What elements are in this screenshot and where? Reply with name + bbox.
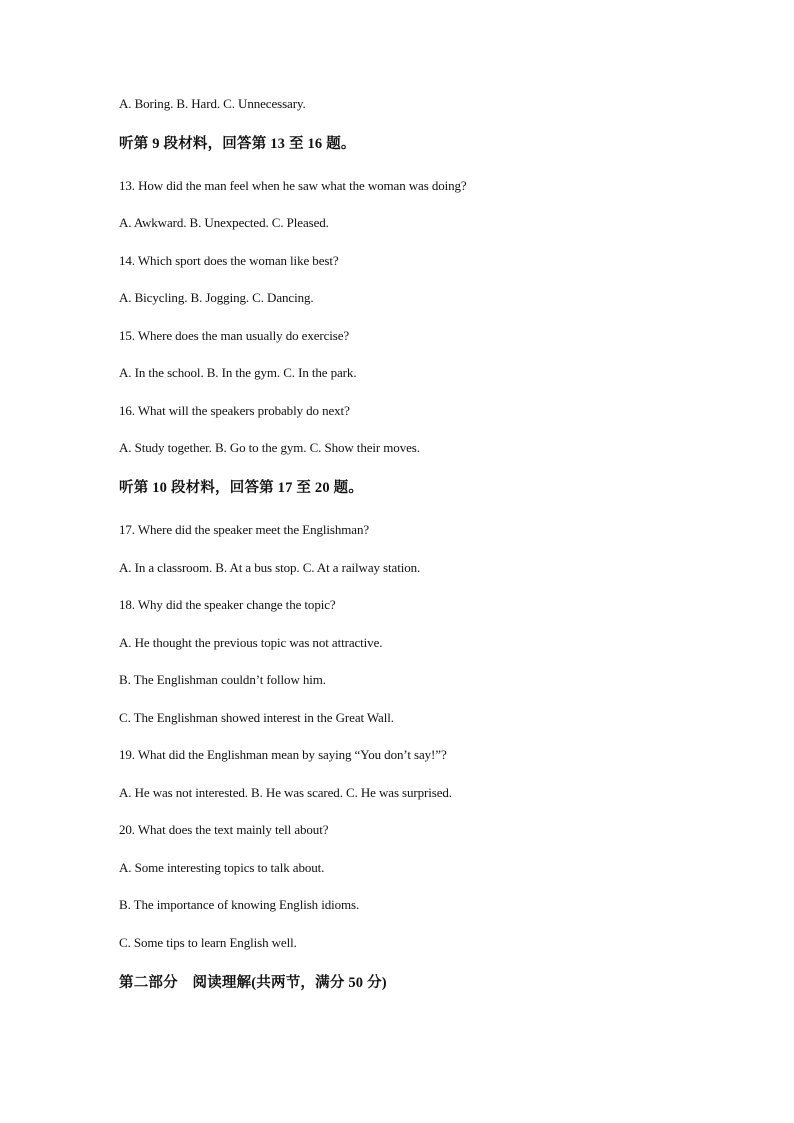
part-two-heading: 第二部分 阅读理解(共两节，满分 50 分)	[119, 975, 387, 991]
question-16-options: A. Study together. B. Go to the gym. C. Show their moves.	[119, 440, 420, 455]
question-18-option-a: A. He thought the previous topic was not attractive.	[119, 635, 383, 650]
question-14-options: A. Bicycling. B. Jogging. C. Dancing.	[119, 290, 314, 305]
question-20-option-a: A. Some interesting topics to talk about.	[119, 860, 325, 875]
question-17: 17. Where did the speaker meet the Englishman?	[119, 522, 370, 537]
question-20-option-c: C. Some tips to learn English well.	[119, 935, 297, 950]
question-13: 13. How did the man feel when he saw what the woman was doing?	[119, 178, 467, 193]
question-15: 15. Where does the man usually do exercise?	[119, 328, 350, 343]
question-19: 19. What did the Englishman mean by saying “You don’t say!”?	[119, 747, 447, 762]
section-heading-passage-10: 听第 10 段材料，回答第 17 至 20 题。	[119, 480, 364, 496]
question-15-options: A. In the school. B. In the gym. C. In the park.	[119, 365, 357, 380]
question-18: 18. Why did the speaker change the topic?	[119, 597, 336, 612]
question-18-option-b: B. The Englishman couldn’t follow him.	[119, 672, 326, 687]
question-16: 16. What will the speakers probably do next?	[119, 403, 350, 418]
question-18-option-c: C. The Englishman showed interest in the Great Wall.	[119, 710, 394, 725]
question-13-options: A. Awkward. B. Unexpected. C. Pleased.	[119, 215, 329, 230]
question-20: 20. What does the text mainly tell about?	[119, 822, 329, 837]
question-17-options: A. In a classroom. B. At a bus stop. C. At a railway station.	[119, 560, 421, 575]
question-20-option-b: B. The importance of knowing English idioms.	[119, 897, 360, 912]
question-12-options: A. Boring. B. Hard. C. Unnecessary.	[119, 96, 306, 111]
section-heading-passage-9: 听第 9 段材料，回答第 13 至 16 题。	[119, 136, 356, 152]
question-19-options: A. He was not interested. B. He was scared. C. He was surprised.	[119, 785, 452, 800]
question-14: 14. Which sport does the woman like best?	[119, 253, 339, 268]
